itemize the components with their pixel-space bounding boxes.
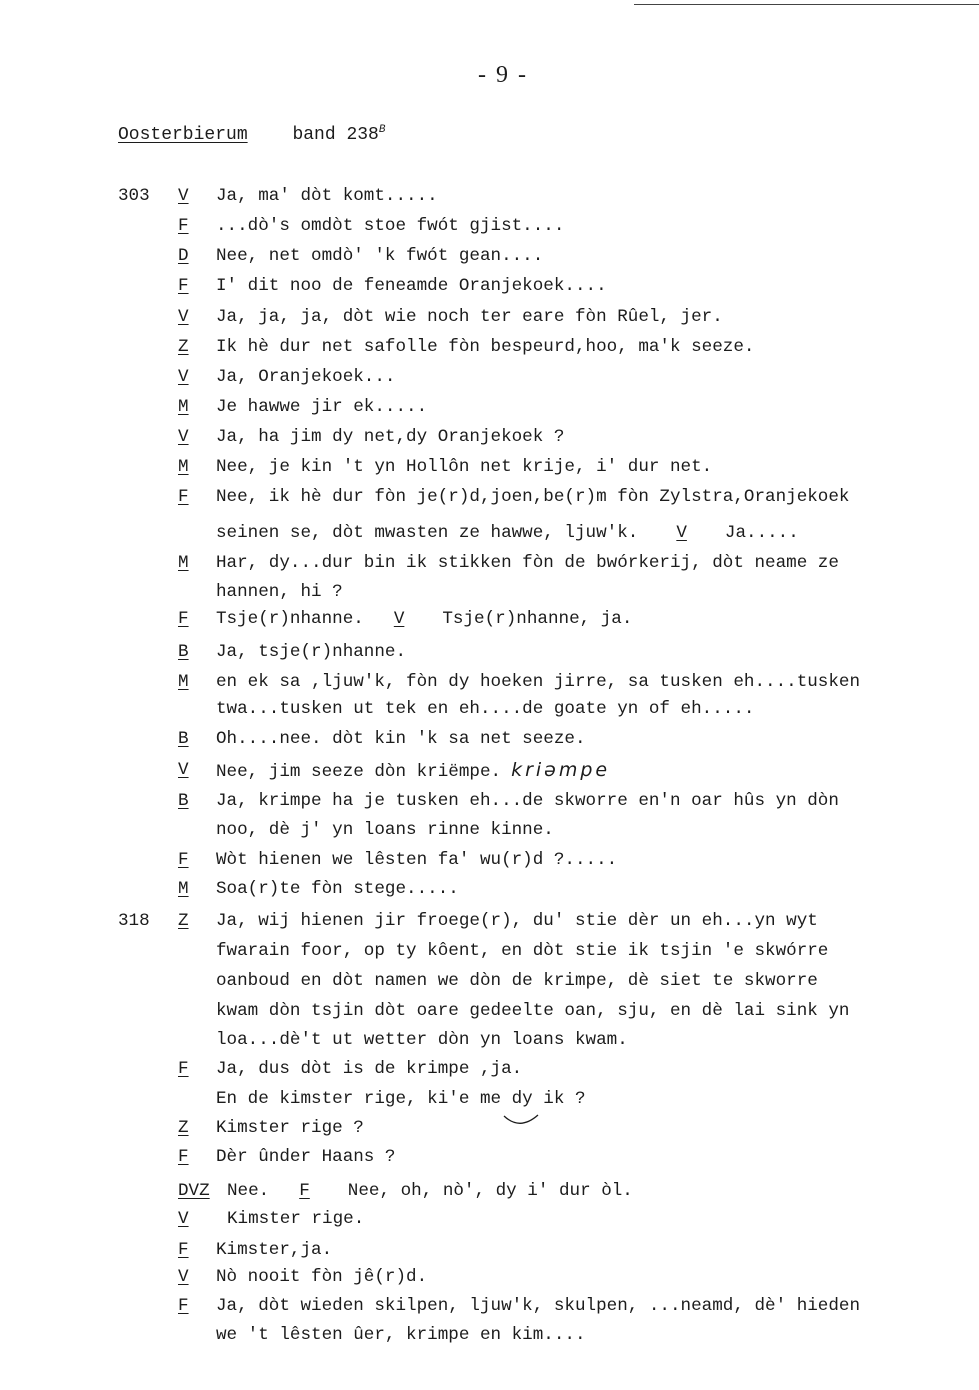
line-text: kwam dòn tsjin dòt oare gedeelte oan, sju, en dè lai sink yn <box>216 1001 850 1021</box>
band-label: band 238 <box>292 125 379 145</box>
line-text: oanboud en dòt namen we dòn de krimpe, dè siet te skworre <box>216 971 818 991</box>
line-text: Ja, Oranjekoek... <box>216 367 396 387</box>
line-text: Ja, ja, ja, dòt wie noch ter eare fòn Rûel, jer. <box>216 307 723 327</box>
speaker: V <box>178 1209 189 1229</box>
line-text: Wòt hienen we lêsten fa' wu(r)d ?..... <box>216 850 618 870</box>
speaker: M <box>178 553 189 573</box>
speaker: F <box>178 1059 189 1079</box>
line-text <box>216 607 632 631</box>
line-text: Ja, tsje(r)nhanne. <box>216 642 407 662</box>
line-text <box>227 1179 633 1203</box>
document-header <box>118 124 385 145</box>
line-text: Soa(r)te fòn stege..... <box>216 879 459 899</box>
line-text: twa...tusken ut tek en eh....de goate yn of eh..... <box>216 699 755 719</box>
line-text <box>216 758 610 784</box>
line-text: Ja, dòt wieden skilpen, ljuw'k, skulpen, ...neamd, dè' hieden <box>216 1296 861 1316</box>
top-rule <box>634 4 979 5</box>
speaker: F <box>178 216 189 236</box>
line-text: Kimster,ja. <box>216 1240 333 1260</box>
speaker: V <box>178 186 189 206</box>
line-text: ...dò's omdòt stoe fwót gjist.... <box>216 216 565 236</box>
speaker: V <box>178 760 189 780</box>
speaker: F <box>178 276 189 296</box>
line-text: loa...dè't ut wetter dòn yn loans kwam. <box>216 1030 628 1050</box>
line-text: En de kimster rige, ki'e me dy ik ? <box>216 1089 586 1109</box>
speaker: V <box>178 307 189 327</box>
line-text: Ja, dus dòt is de krimpe ,ja. <box>216 1059 523 1079</box>
speaker: Z <box>178 911 189 931</box>
speaker: B <box>178 729 189 749</box>
line-text: noo, dè j' yn loans rinne kinne. <box>216 820 554 840</box>
line-text: Oh....nee. dòt kin 'k sa net seeze. <box>216 729 586 749</box>
line-text-main: Nee. <box>227 1181 270 1201</box>
speaker: F <box>178 1296 189 1316</box>
band-suffix: B <box>378 124 386 136</box>
line-text: Je hawwe jir ek..... <box>216 397 428 417</box>
speaker: F <box>178 487 189 507</box>
speaker: M <box>178 672 189 692</box>
inline-speaker: F <box>299 1181 310 1201</box>
line-text-main: seinen se, dòt mwasten ze hawwe, ljuw'k. <box>216 523 639 543</box>
inline-speaker: V <box>676 523 687 543</box>
line-number: 318 <box>118 911 150 931</box>
line-text: we 't lêsten ûer, krimpe en kim.... <box>216 1325 586 1345</box>
speaker: Z <box>178 337 189 357</box>
line-text: en ek sa ,ljuw'k, fòn dy hoeken jirre, sa tusken eh....tusken <box>216 672 861 692</box>
speaker: B <box>178 642 189 662</box>
line-text: I' dit noo de feneamde Oranjekoek.... <box>216 276 607 296</box>
line-text: Dèr ûnder Haans ? <box>216 1147 396 1167</box>
line-text: Nee, net omdò' 'k fwót gean.... <box>216 246 544 266</box>
speaker: V <box>178 367 189 387</box>
speaker: B <box>178 791 189 811</box>
page-number: - 9 - <box>478 62 528 88</box>
line-text: Ja, krimpe ha je tusken eh...de skworre en'n oar hûs yn dòn <box>216 791 839 811</box>
line-text: Kimster rige ? <box>216 1118 364 1138</box>
inline-text: Nee, oh, nò', dy i' dur òl. <box>347 1181 633 1201</box>
line-text <box>216 521 799 545</box>
speaker: Z <box>178 1118 189 1138</box>
place-name: Oosterbierum <box>118 125 248 145</box>
handwritten-arc <box>502 1113 542 1129</box>
line-text: Har, dy...dur bin ik stikken fòn de bwórkerij, dòt neame ze <box>216 553 839 573</box>
inline-text: Tsje(r)nhanne, ja. <box>442 609 633 629</box>
line-text: Ja, ha jim dy net,dy Oranjekoek ? <box>216 427 565 447</box>
speaker: F <box>178 1240 189 1260</box>
speaker: F <box>178 850 189 870</box>
speaker: D <box>178 246 189 266</box>
speaker: M <box>178 457 189 477</box>
line-text-main: Nee, jim seeze dòn kriëmpe. <box>216 762 502 782</box>
line-text: Kimster rige. <box>227 1209 365 1229</box>
speaker: F <box>178 1147 189 1167</box>
speaker: V <box>178 427 189 447</box>
speaker: F <box>178 609 189 629</box>
line-text: Nee, ik hè dur fòn je(r)d,joen,be(r)m fòn Zylstra,Oranjekoek <box>216 487 850 507</box>
line-text-main: Tsje(r)nhanne. <box>216 609 364 629</box>
line-text: fwarain foor, op ty kôent, en dòt stie ik tsjin 'e skwórre <box>216 941 829 961</box>
speaker: M <box>178 879 189 899</box>
speaker: DVZ <box>178 1181 210 1201</box>
handwritten-annotation: kriəmpe <box>511 759 611 781</box>
speaker: M <box>178 397 189 417</box>
line-number: 303 <box>118 186 150 206</box>
line-text: Nee, je kin 't yn Hollôn net krije, i' dur net. <box>216 457 713 477</box>
speaker: V <box>178 1267 189 1287</box>
line-text: hannen, hi ? <box>216 582 343 602</box>
inline-text: Ja..... <box>724 523 799 543</box>
line-text: Nò nooit fòn jê(r)d. <box>216 1267 428 1287</box>
line-text: Ja, wij hienen jir froege(r), du' stie dèr un eh...yn wyt <box>216 911 818 931</box>
inline-speaker: V <box>393 609 405 629</box>
line-text: Ja, ma' dòt komt..... <box>216 186 438 206</box>
line-text: Ik hè dur net safolle fòn bespeurd,hoo, ma'k seeze. <box>216 337 755 357</box>
